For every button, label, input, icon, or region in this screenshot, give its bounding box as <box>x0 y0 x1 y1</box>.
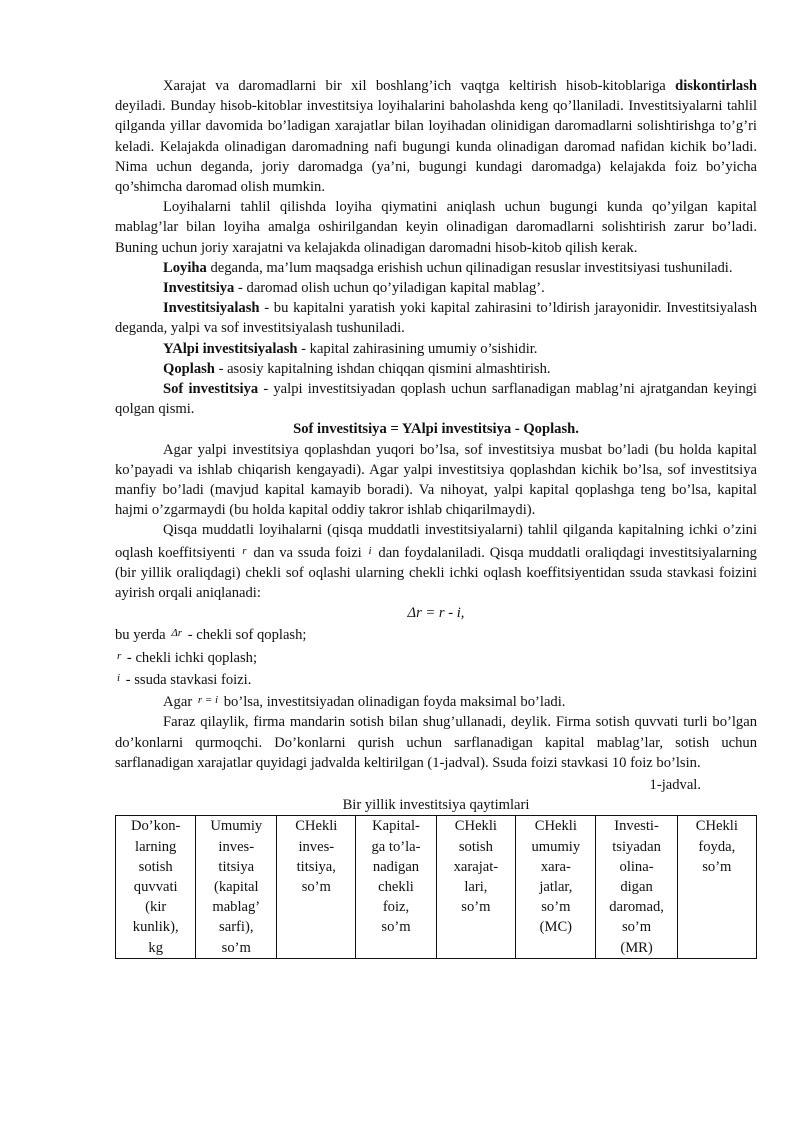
where-line-delta-r <box>115 623 757 645</box>
formula-delta-r: Δr = r - i, <box>407 605 465 622</box>
text: - daromad olish uchun qo’yiladigan kapital mablag’. <box>234 280 545 297</box>
table-label: 1-jadval. <box>649 776 701 793</box>
symbol-i: i <box>368 544 372 557</box>
paragraph-discounting <box>115 76 757 197</box>
paragraph-depreciation <box>115 359 757 379</box>
paragraph-project-definition <box>115 258 757 278</box>
term-bold: YAlpi investitsiyalash <box>163 340 298 357</box>
table-header-row <box>116 816 757 958</box>
text: deganda, ma’lum maqsadga erishish uchun qilinadigan resuslar investitsiyasi tushuniladi. <box>206 259 733 276</box>
paragraph-investing-definition <box>115 298 757 338</box>
text: - asosiy kapitalning ishdan chiqqan qismini almashtirish. <box>214 360 551 377</box>
table-title: Bir yillik investitsiya qaytimlari <box>342 797 530 814</box>
paragraph-investment-definition <box>115 278 757 298</box>
table-header-cell <box>596 816 677 958</box>
text: - kapital zahirasining umumiy o’sishidir. <box>297 340 538 357</box>
table-header-cell <box>196 816 277 958</box>
where-line-r <box>115 646 757 668</box>
paragraph-short-term-projects <box>115 520 757 603</box>
text: - yalpi investitsiyadan qoplash uchun sarflanadigan mablag’ni ajratgandan keyingi qolgan qismi. <box>115 381 757 418</box>
header-text: Do’kon- larning sotish quvvati (kir kunlik), kg <box>130 818 181 956</box>
text: bo’lsa, investitsiyadan olinadigan foyda maksimal bo’ladi. <box>220 694 566 711</box>
term-bold: Investitsiya <box>163 280 235 297</box>
header-text: CHekli sotish xarajat- lari, so’m <box>453 818 499 916</box>
where-line-i <box>115 668 757 690</box>
header-text: Umumiy inves- titsiya (kapital mablag’ sarfi), so’m <box>210 818 263 956</box>
header-text: CHekli umumiy xara- jatlar, so’m (MC) <box>531 818 581 936</box>
text: - ssuda stavkasi foizi. <box>122 671 252 688</box>
text: bu yerda <box>115 627 166 644</box>
paragraph-gross-investing <box>115 339 757 359</box>
paragraph-gross-vs-depreciation: Agar yalpi investitsiya qoplashdan yuqori bo’lsa, sof investitsiya musbat bo’ladi (bu holda kapital ko’payadi va ishlab chiqarish kengayadi). Agar yalpi investitsiya qoplashdan kichik bo’lsa, sof investitsiya manfiy bo’ladi (mavjud kapital kamayib boradi). Va nihoyat, yalpi kapital qoplashga teng bo’lsa, kapital hajmi o’zgarmaydi (bu holda kapital oddiy takror ishlab chiqarilmaydi). <box>115 441 757 519</box>
table-header-cell <box>356 816 436 958</box>
text: - chekli sof qoplash; <box>184 627 307 644</box>
term-bold: Sof investitsiya <box>163 381 259 398</box>
table-header-cell <box>116 816 196 958</box>
header-text: CHekli foyda, so’m <box>695 818 738 875</box>
formula-text: Sof investitsiya = YAlpi investitsiya - Qoplash. <box>293 421 579 438</box>
table-header-cell <box>277 816 356 958</box>
text: dan va ssuda foizi <box>253 544 362 561</box>
text: - chekli ichki qoplash; <box>123 649 258 666</box>
symbol-r: r <box>117 649 122 662</box>
symbol-r-equals-i: r = i <box>197 694 219 707</box>
symbol-r: r <box>242 544 247 557</box>
paragraph-project-analysis: Loyihalarni tahlil qilishda loyiha qiymatini aniqlash uchun bugungi kunda qo’yilgan kapital mablag’lar bilan loyiha amalga oshirilgandan keyin olinadigan daromadlarni solishtirish zarur bo’ladi. Buning uchun joriy xarajatni va kelajakda olinadigan daromadni hisob-kitob qilish kerak. <box>115 199 757 256</box>
symbol-delta-r: Δr <box>171 627 183 640</box>
text: dan foydalaniladi. Qisqa muddatli oraliqdagi investitsiyalarning (bir yillik oraliqdagi) chekli sof oqlashi ularning chekli ichki oqlash koeffitsiyentidan ssuda stavkasi foizini ayirish orqali aniqlanadi: <box>115 544 757 602</box>
text: Agar <box>163 694 193 711</box>
header-text: Kapital- ga to’la- nadigan chekli foiz, so’m <box>371 818 421 936</box>
text: Xarajat va daromadlarni bir xil boshlang’ich vaqtga keltirish hisob-kitoblariga <box>163 78 676 94</box>
paragraph-max-profit <box>115 690 757 712</box>
text: - bu kapitalni yaratish yoki kapital zahirasini to’ldirish jarayonidir. Investitsiyalash deganda, yalpi va sof investitsiyalash tushuniladi. <box>115 300 757 337</box>
term-bold: diskontirlash <box>675 78 757 94</box>
table-header-cell <box>436 816 516 958</box>
paragraph-example: Faraz qilaylik, firma mandarin sotish bilan shug’ullanadi, deylik. Firma sotish quvvati turli bo’lgan do’konlarni qurmoqchi. Do’konlarni qurish uchun sarflanadigan kapital mablag’lar, sotish uchun sarflanadigan xarajatlar quyidagi jadvalda keltirilgan (1-jadval). Ssuda foizi stavkasi 10 foiz bo’lsin. <box>115 714 757 771</box>
term-bold: Investitsiyalash <box>163 300 260 317</box>
header-text: CHekli inves- titsiya, so’m <box>295 818 338 895</box>
document-page <box>115 76 757 959</box>
header-text: Investi- tsiyadan olina- digan daromad, so’m (MR) <box>609 818 664 956</box>
text: deyiladi. Bunday hisob-kitoblar investitsiya loyihalarini baholashda keng qo’llaniladi. Investitsiyalarni tahlil qilganda yillar davomida bo’ladigan xarajatlar bilan loyihadan olinidigan daromadlarni solishtirishga to’g’ri keladi. Kelajakda olinadigan daromadning nafi bugungi kunda olinadigan daromad nafidan kichik bo’ladi. Nima uchun deganda, joriy daromadga (ya’ni, bugungi kundagi daromadga) kelajakda foiz bo’yicha qo’shimcha daromad olish mumkin. <box>115 98 757 196</box>
table-header-cell <box>677 816 756 958</box>
formula-net-investment <box>115 419 757 439</box>
paragraph-net-investment <box>115 379 757 419</box>
text: Qisqa muddatli loyihalarni (qisqa muddatli investitsiyalarni) tahlil qilganda kapitalning ichki o’zini oqlash koeffitsiyenti <box>115 522 757 561</box>
table-header-cell <box>516 816 596 958</box>
investment-return-table <box>115 815 757 958</box>
term-bold: Qoplash <box>163 360 215 377</box>
term-bold: Loyiha <box>163 259 207 276</box>
symbol-i: i <box>117 671 121 684</box>
